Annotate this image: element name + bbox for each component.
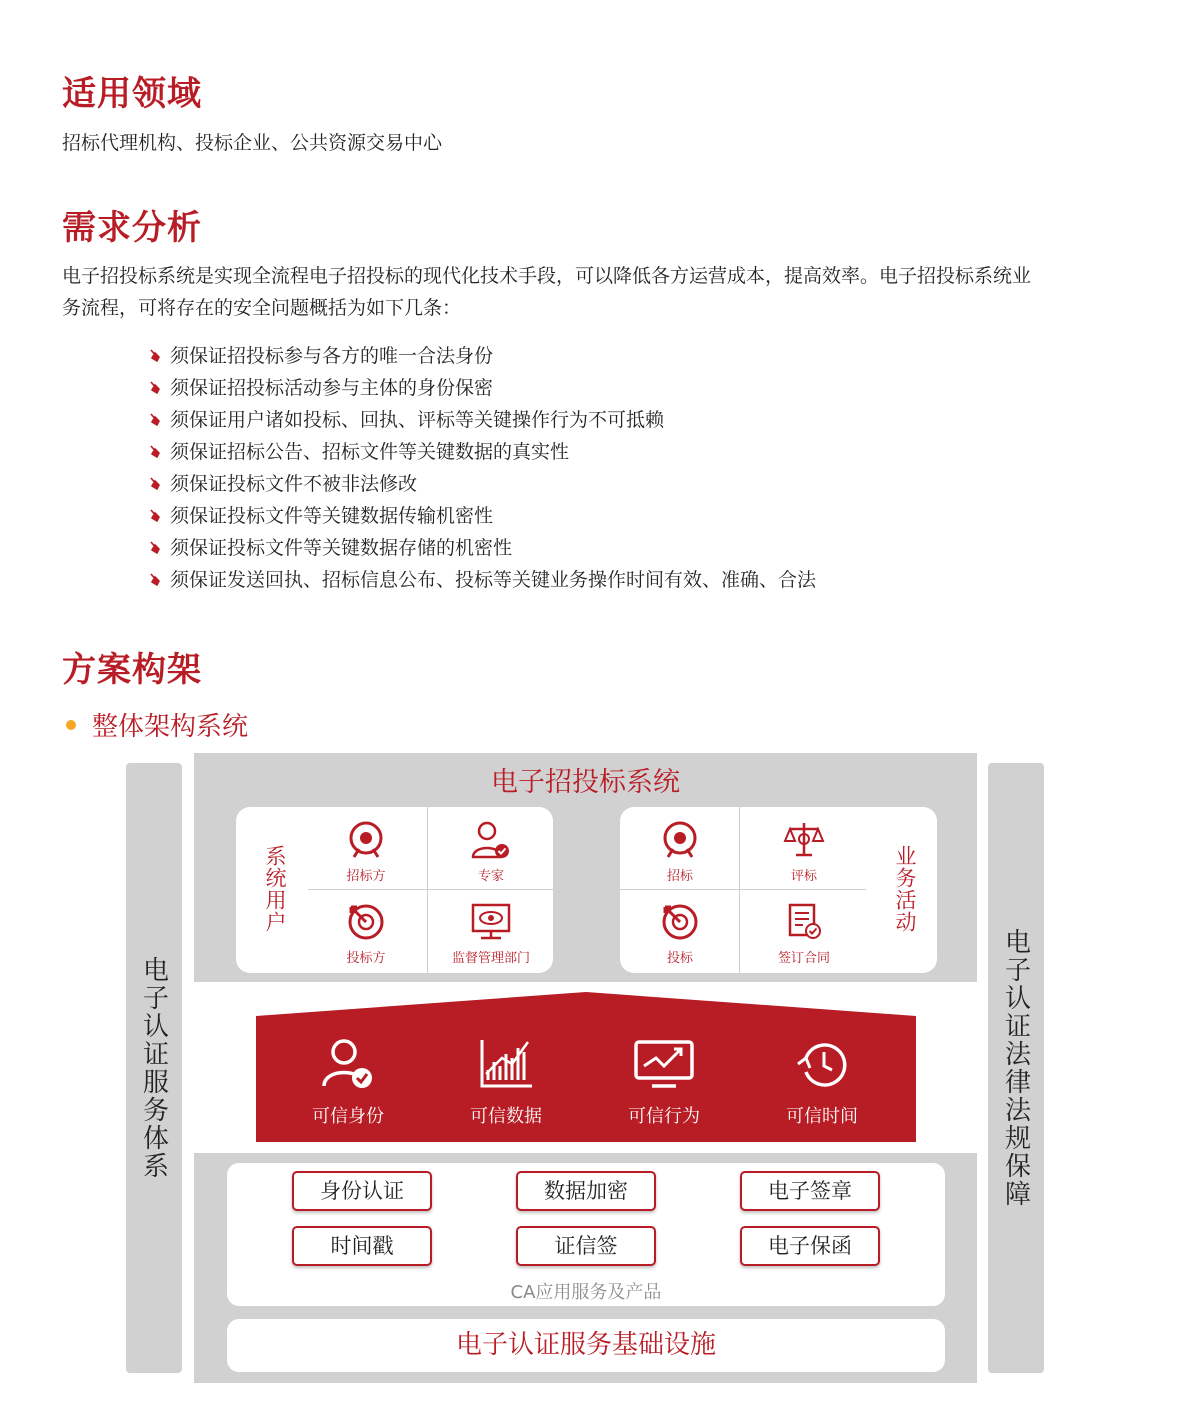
pin-bullet-icon — [146, 410, 166, 430]
infrastructure-label: 电子认证服务基础设施 — [227, 1319, 945, 1372]
activity-tender: 招标 — [620, 811, 740, 891]
right-bar-label: 电子认证法律法规保障 — [1000, 928, 1031, 1208]
product-e-guarantee: 电子保函 — [740, 1226, 880, 1266]
product-timestamp: 时间戳 — [292, 1226, 432, 1266]
product-cert-sign: 证信签 — [516, 1226, 656, 1266]
needs-intro-line-2: 务流程，可将存在的安全问题概括为如下几条： — [62, 297, 462, 319]
list-item: 须保证用户诸如投标、回执、评标等关键操作行为不可抵赖 — [146, 404, 816, 436]
left-bar-label: 电子认证服务体系 — [138, 956, 169, 1180]
list-item: 须保证招投标参与各方的唯一合法身份 — [146, 340, 816, 372]
pin-bullet-icon — [146, 474, 166, 494]
activity-evaluation: 评标 — [744, 811, 864, 891]
section-title-architecture: 方案构架 — [62, 650, 202, 690]
bullet-dot-icon — [66, 720, 76, 730]
activities-card — [620, 807, 937, 973]
list-item: 须保证投标文件不被非法修改 — [146, 468, 816, 500]
clock-refresh-icon — [792, 1036, 852, 1092]
product-e-seal: 电子签章 — [740, 1171, 880, 1211]
list-item: 须保证发送回执、招标信息公布、投标等关键业务操作时间有效、准确、合法 — [146, 564, 816, 596]
section-title-scope: 适用领域 — [62, 74, 202, 114]
activity-contract: 签订合同 — [744, 893, 864, 973]
contract-icon — [782, 901, 826, 943]
pin-bullet-icon — [146, 442, 166, 462]
user-tenderer: 招标方 — [306, 811, 426, 891]
pin-bullet-icon — [146, 346, 166, 366]
product-identity-auth: 身份认证 — [292, 1171, 432, 1211]
bidder-icon — [345, 901, 387, 943]
roof-shape — [256, 990, 916, 1018]
pin-bullet-icon — [146, 378, 166, 398]
pin-bullet-icon — [146, 570, 166, 590]
expert-icon — [469, 819, 513, 861]
user-supervision: 监督管理部门 — [431, 893, 551, 973]
pillar-trusted-behavior: 可信行为 — [594, 1036, 734, 1128]
list-item: 须保证招投标活动参与主体的身份保密 — [146, 372, 816, 404]
bid-icon — [659, 901, 701, 943]
bar-chart-icon — [476, 1036, 536, 1092]
section-title-needs: 需求分析 — [62, 208, 202, 248]
ca-products-label: CA应用服务及产品 — [510, 1282, 662, 1303]
needs-list — [146, 340, 816, 596]
activities-label: 业务活动 — [893, 845, 917, 933]
list-item: 须保证投标文件等关键数据传输机密性 — [146, 500, 816, 532]
list-item: 须保证招标公告、招标文件等关键数据的真实性 — [146, 436, 816, 468]
monitor-trend-icon — [632, 1036, 696, 1092]
tender-icon — [659, 819, 701, 861]
tenderer-icon — [345, 819, 387, 861]
pillar-trusted-time: 可信时间 — [752, 1036, 892, 1128]
activity-bid: 投标 — [620, 893, 740, 973]
list-item: 须保证投标文件等关键数据存储的机密性 — [146, 532, 816, 564]
product-data-encryption: 数据加密 — [516, 1171, 656, 1211]
pillar-trusted-identity: 可信身份 — [278, 1036, 418, 1128]
pin-bullet-icon — [146, 538, 166, 558]
users-label: 系统用户 — [263, 845, 287, 933]
subtitle-architecture: 整体架构系统 — [62, 706, 248, 743]
needs-intro-line-1: 电子招投标系统是实现全流程电子招投标的现代化技术手段，可以降低各方运营成本，提高效率。电子招投标系统业 — [62, 265, 1032, 287]
user-expert: 专家 — [431, 811, 551, 891]
scope-text: 招标代理机构、投标企业、公共资源交易中心 — [62, 132, 443, 154]
system-title: 电子招投标系统 — [491, 767, 680, 798]
users-card — [236, 807, 553, 973]
scales-icon — [782, 819, 826, 861]
pin-bullet-icon — [146, 506, 166, 526]
right-bar — [988, 763, 1044, 1373]
pillar-trusted-data: 可信数据 — [436, 1036, 576, 1128]
user-check-icon — [318, 1036, 378, 1092]
user-bidder: 投标方 — [306, 893, 426, 973]
monitor-eye-icon — [469, 901, 513, 943]
left-bar — [126, 763, 182, 1373]
